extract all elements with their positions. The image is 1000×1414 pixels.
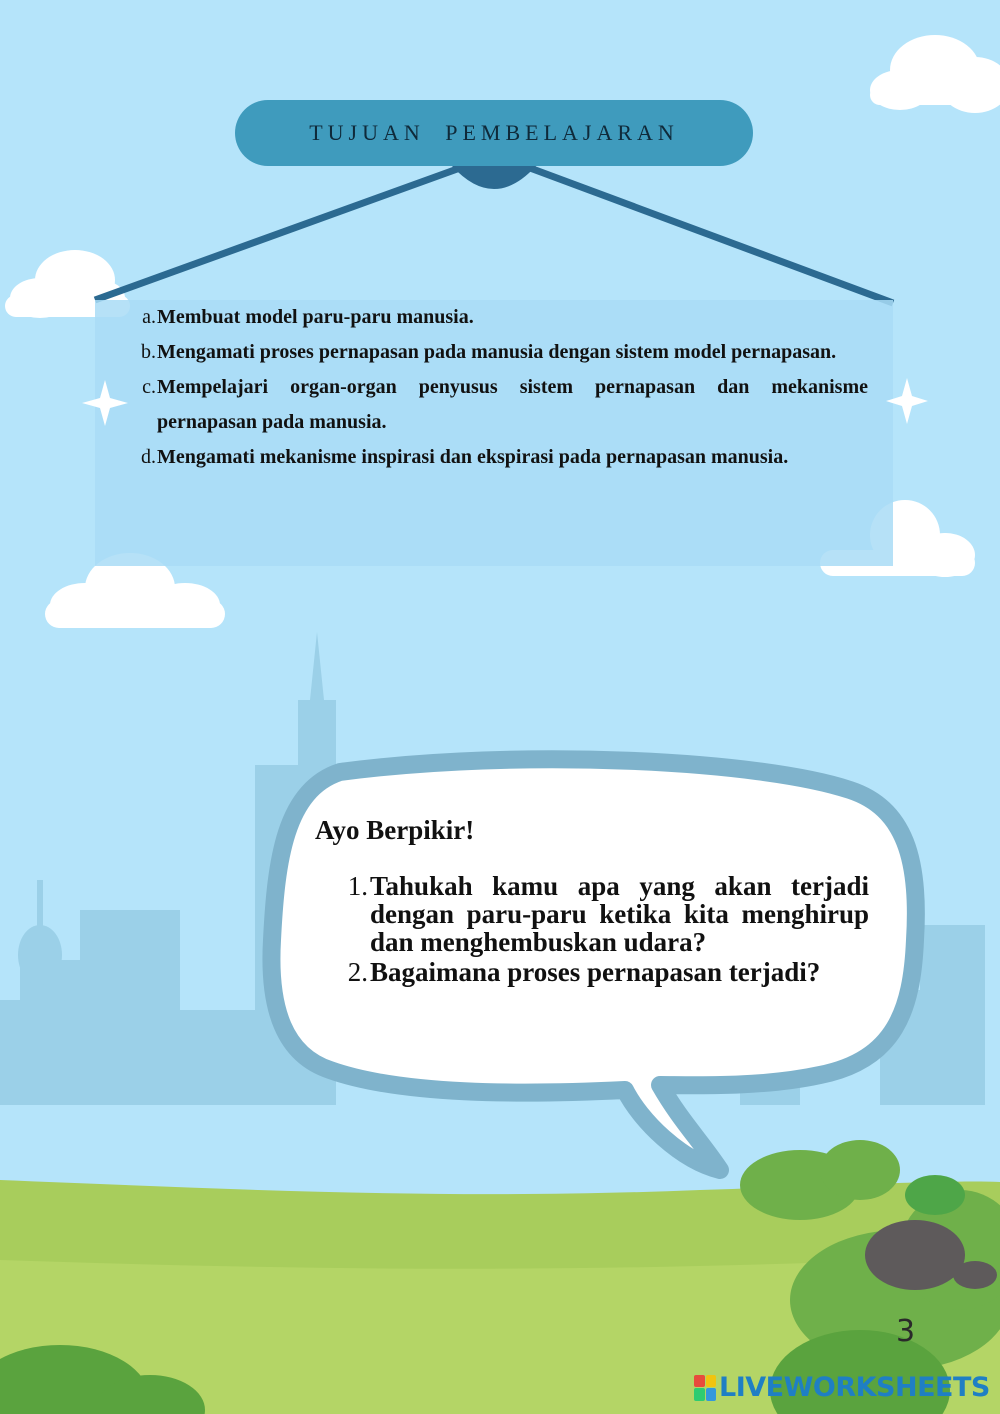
page-title: TUJUAN PEMBELAJARAN [309,120,679,145]
list-marker: d. [141,446,156,468]
objectives-list [130,300,868,475]
title-banner [235,100,753,166]
liveworksheets-logo [694,1372,990,1403]
stripe-bush [905,1175,965,1215]
logo-badge-icon [694,1375,716,1401]
list-marker: c. [142,376,156,398]
objective-text: Mempelajari organ-organ penyusus sistem pernapasan dan mekanisme pernapasan pada manusia. [157,376,868,433]
objective-text: Mengamati proses pernapasan pada manusia dengan sistem model pernapasan. [157,341,837,363]
list-item [130,370,868,440]
list-marker: 1. [347,871,368,901]
list-item [130,300,868,335]
list-marker: 2. [347,957,368,987]
list-marker: b. [141,341,156,363]
question-text: Tahukah kamu apa yang akan terjadi dengan paru-paru ketika kita menghirup dan menghembuskan udara? [370,871,869,957]
list-item [130,440,868,475]
objective-text: Mengamati mekanisme inspirasi dan ekspirasi pada pernapasan manusia. [157,446,789,468]
question-text: Bagaimana proses pernapasan terjadi? [370,957,821,987]
page-number: 3 [896,1314,916,1349]
list-item [338,958,869,986]
list-marker: a. [142,306,156,328]
list-item [338,872,869,956]
objective-text: Membuat model paru-paru manusia. [157,306,474,328]
list-item [130,335,868,370]
think-questions [338,872,869,988]
logo-text: LIVEWORKSHEETS [719,1372,990,1403]
think-heading: Ayo Berpikir! [315,815,475,845]
